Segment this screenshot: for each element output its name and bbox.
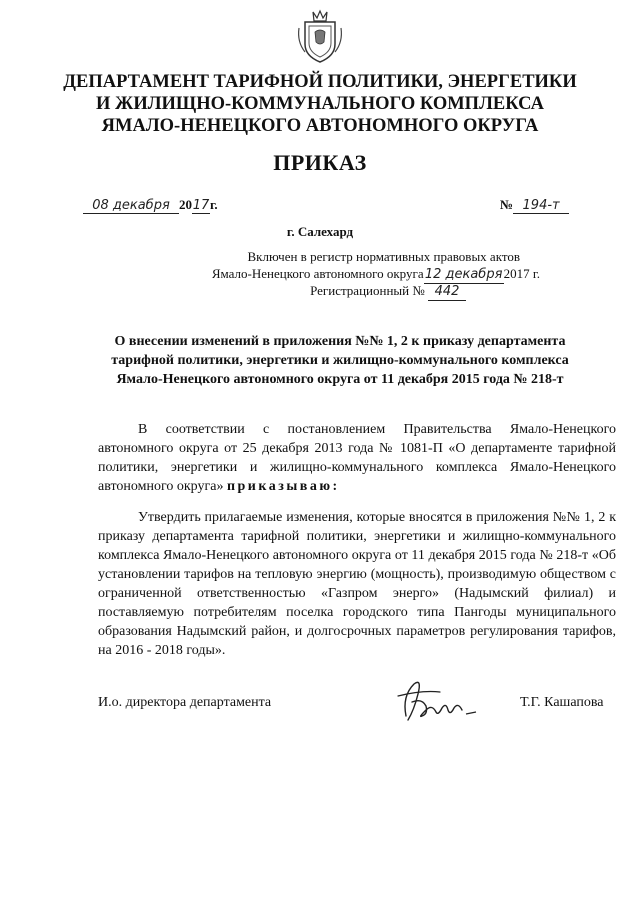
paragraph-basis-text: В соответствии с постановлением Правительства Ямало-Ненецкого автономного округа от 25 декабря 2013 года № 1081-П «О департаменте тарифной политики, энергетики и жилищно-коммунального комплекса Ямало-Ненецкого автономного округа» bbox=[98, 422, 616, 494]
date-suffix: г. bbox=[210, 197, 218, 212]
subject-line2: тарифной политики, энергетики и жилищно-коммунального комплекса bbox=[111, 353, 569, 368]
city: г. Салехард bbox=[286, 224, 354, 239]
registration-number-label: Регистрационный № bbox=[310, 283, 425, 298]
signer-name: Т.Г. Кашапова bbox=[520, 695, 604, 710]
paragraph-basis bbox=[98, 420, 616, 496]
document-type-title: ПРИКАЗ bbox=[273, 150, 367, 175]
order-date bbox=[83, 197, 218, 214]
date-prefix: 20 bbox=[179, 197, 192, 212]
number-label: № bbox=[500, 197, 514, 212]
paragraph-decision-text: Утвердить прилагаемые изменения, которые вносятся в приложения №№ 1, 2 к приказу департамента тарифной политики, энергетики и жилищно-коммунального комплекса Ямало-Ненецкого автономного округа от 11 декабря 2015 года № 218-т «Об установлении тарифов на тепловую энергию (мощность), производимую обществом с ограниченной ответственностью «Газпром энерго» (Надымский филиал) и поставляемую потребителям поселка городского типа Пангоды муниципального образования Надымский район, и долгосрочных параметров регулирования тарифов, на 2016 - 2018 годы». bbox=[98, 510, 616, 658]
subject-line3: Ямало-Ненецкого автономного округа от 11 декабря 2015 года № 218-т bbox=[116, 372, 564, 387]
handwritten-signature-icon bbox=[392, 676, 502, 726]
coat-of-arms-icon bbox=[295, 8, 345, 64]
department-heading-line1: ДЕПАРТАМЕНТ ТАРИФНОЙ ПОЛИТИКИ, ЭНЕРГЕТИКИ bbox=[63, 72, 577, 92]
registration-line1: Включен в регистр нормативных правовых актов bbox=[247, 249, 520, 264]
subject-line1: О внесении изменений в приложения №№ 1, 2 к приказу департамента bbox=[114, 334, 566, 349]
registration-number-value: 442 bbox=[428, 284, 466, 301]
order-verb: приказываю: bbox=[226, 479, 340, 494]
department-heading-line3: ЯМАЛО-НЕНЕЦКОГО АВТОНОМНОГО ОКРУГА bbox=[101, 116, 539, 136]
registration-line3 bbox=[190, 283, 466, 301]
registration-line2 bbox=[190, 266, 540, 284]
date-year-suffix: 17 bbox=[192, 198, 210, 213]
signer-position: И.о. директора департамента bbox=[98, 695, 272, 710]
registration-region: Ямало-Ненецкого автономного округа bbox=[211, 266, 424, 281]
paragraph-decision bbox=[98, 508, 616, 660]
date-day-month: 08 декабря bbox=[83, 198, 179, 214]
order-number bbox=[500, 197, 569, 214]
number-value: 194-т bbox=[513, 198, 569, 214]
registration-year: 2017 г. bbox=[503, 266, 540, 281]
registration-date: 12 декабря bbox=[424, 267, 503, 282]
department-heading-line2: И ЖИЛИЩНО-КОММУНАЛЬНОГО КОМПЛЕКСА bbox=[96, 94, 544, 114]
order-subject bbox=[90, 332, 590, 389]
